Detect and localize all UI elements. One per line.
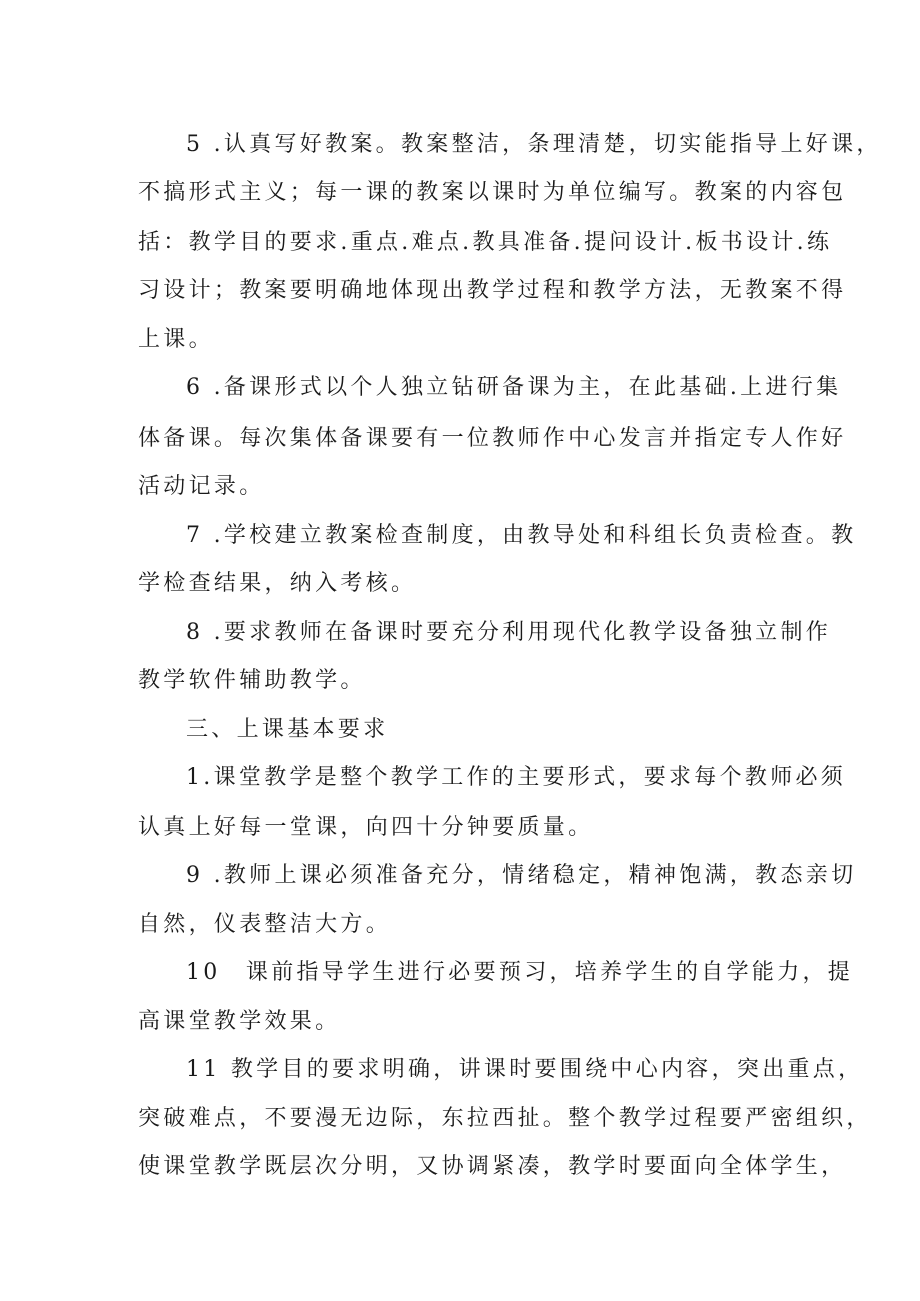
paragraph-5-line-1: 5 .认真写好教案。教案整洁，条理清楚，切实能指导上好课， xyxy=(186,132,882,157)
paragraph-11-line-2: 突破难点，不要漫无边际，东拉西扯。整个教学过程要严密组织， xyxy=(138,1106,872,1131)
paragraph-6-line-1: 6 .备课形式以个人独立钻研备课为主，在此基础.上进行集 xyxy=(186,375,842,400)
paragraph-5-line-3: 括：教学目的要求.重点.难点.教具准备.提问设计.板书设计.练 xyxy=(138,230,833,255)
paragraph-11-line-3: 使课堂教学既层次分明，又协调紧凑，教学时要面向全体学生， xyxy=(138,1154,847,1179)
paragraph-11-line-1: 11 教学目的要求明确，讲课时要围绕中心内容，突出重点， xyxy=(186,1057,864,1082)
paragraph-7-line-2: 学检查结果，纳入考核。 xyxy=(138,571,417,596)
paragraph-5-line-2: 不搞形式主义；每一课的教案以课时为单位编写。教案的内容包 xyxy=(138,180,847,205)
paragraph-5-line-4: 习设计；教案要明确地体现出教学过程和教学方法，无教案不得 xyxy=(138,278,847,303)
paragraph-9-line-2: 自然，仪表整洁大方。 xyxy=(138,912,392,937)
paragraph-1-line-1: 1.课堂教学是整个教学工作的主要形式，要求每个教师必须 xyxy=(186,765,847,790)
paragraph-8-line-2: 教学软件辅助教学。 xyxy=(138,668,366,693)
paragraph-6-line-2: 体备课。每次集体备课要有一位教师作中心发言并指定专人作好 xyxy=(138,426,847,451)
paragraph-6-line-3: 活动记录。 xyxy=(138,474,265,499)
section-heading: 三、上课基本要求 xyxy=(186,717,389,742)
paragraph-1-line-2: 认真上好每一堂课，向四十分钟要质量。 xyxy=(138,815,594,840)
paragraph-5-line-5: 上课。 xyxy=(138,327,214,352)
paragraph-10-line-1: 10 课前指导学生进行必要预习，培养学生的自学能力，提 xyxy=(186,960,854,985)
paragraph-7-line-1: 7 .学校建立教案检查制度，由教导处和科组长负责检查。教 xyxy=(186,523,857,548)
paragraph-9-line-1: 9 .教师上课必须准备充分，情绪稳定，精神饱满，教态亲切 xyxy=(186,863,857,888)
paragraph-8-line-1: 8 .要求教师在备课时要充分利用现代化教学设备独立制作 xyxy=(186,620,832,645)
paragraph-10-line-2: 高课堂教学效果。 xyxy=(138,1009,341,1034)
